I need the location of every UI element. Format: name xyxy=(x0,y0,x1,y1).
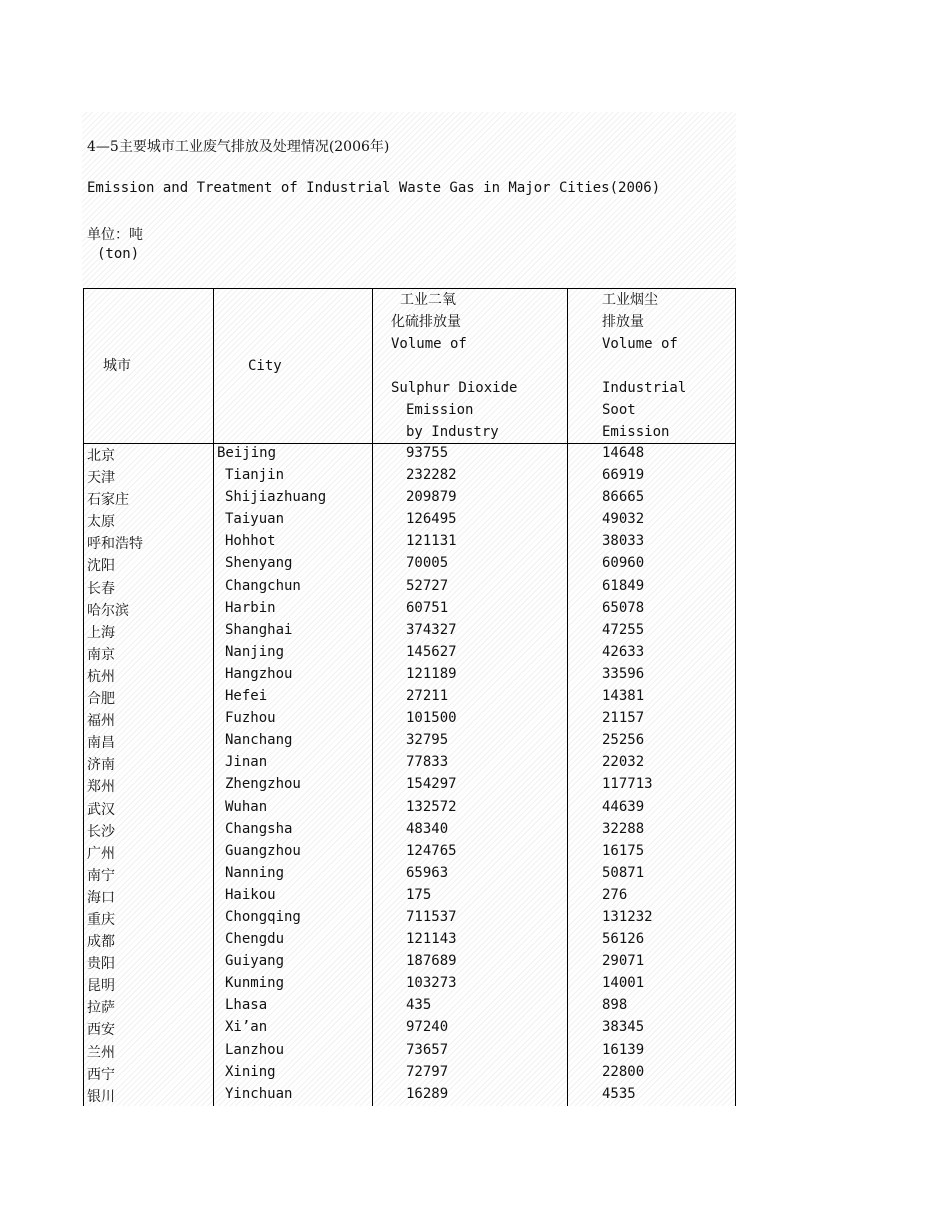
soot-emission-value: 42633 xyxy=(602,643,645,660)
city-name-zh: 兰州 xyxy=(87,1044,115,1061)
city-name-zh: 长沙 xyxy=(87,823,115,840)
unit-label-en: (ton) xyxy=(97,246,140,262)
soot-emission-value: 14381 xyxy=(602,688,645,705)
header-soot-zh-line1: 工业烟尘 xyxy=(602,292,658,308)
city-name-zh: 武汉 xyxy=(87,801,115,818)
so2-emission-value: 132572 xyxy=(406,798,457,815)
unit-label-zh: 单位：吨 xyxy=(87,227,143,243)
header-so2-zh-line1: 工业二氧 xyxy=(400,292,456,308)
city-name-en: Jinan xyxy=(225,754,268,771)
city-name-en: Kunming xyxy=(225,975,285,992)
soot-emission-value: 21157 xyxy=(602,710,645,727)
soot-emission-value: 117713 xyxy=(602,776,653,793)
so2-emission-value: 187689 xyxy=(406,953,457,970)
soot-emission-value: 29071 xyxy=(602,953,645,970)
city-name-zh: 西宁 xyxy=(87,1066,115,1083)
soot-emission-value: 16139 xyxy=(602,1041,645,1058)
table-row xyxy=(0,974,950,996)
page-title-zh: 4—5主要城市工业废气排放及处理情况(2006年) xyxy=(87,139,390,155)
so2-emission-value: 101500 xyxy=(406,710,457,727)
city-name-en: Zhengzhou xyxy=(225,776,301,793)
soot-emission-value: 14648 xyxy=(602,445,645,461)
table-row xyxy=(0,842,950,864)
table-row xyxy=(0,488,950,510)
soot-emission-value: 86665 xyxy=(602,489,645,506)
table-row xyxy=(0,1041,950,1063)
so2-emission-value: 27211 xyxy=(406,688,449,705)
soot-emission-value: 33596 xyxy=(602,665,645,682)
city-name-zh: 福州 xyxy=(87,713,115,730)
so2-emission-value: 72797 xyxy=(406,1063,449,1080)
city-name-zh: 太原 xyxy=(87,514,115,531)
city-name-zh: 杭州 xyxy=(87,668,115,685)
header-so2-en-line4: by Industry xyxy=(406,424,499,440)
city-name-en: Harbin xyxy=(225,599,276,616)
table-row xyxy=(0,532,950,554)
so2-emission-value: 16289 xyxy=(406,1085,449,1102)
city-name-en: Changchun xyxy=(225,577,301,594)
table-row xyxy=(0,731,950,753)
table-row xyxy=(0,621,950,643)
city-name-zh: 南宁 xyxy=(87,867,115,884)
city-name-en: Hangzhou xyxy=(225,665,293,682)
so2-emission-value: 145627 xyxy=(406,643,457,660)
city-name-en: Chengdu xyxy=(225,931,285,948)
header-soot-en-line4: Emission xyxy=(602,424,670,440)
soot-emission-value: 66919 xyxy=(602,467,645,484)
soot-emission-value: 32288 xyxy=(602,820,645,837)
city-name-zh: 合肥 xyxy=(87,691,115,708)
city-name-zh: 呼和浩特 xyxy=(87,536,143,553)
soot-emission-value: 49032 xyxy=(602,511,645,528)
table-row xyxy=(0,908,950,930)
table-row xyxy=(0,886,950,908)
page-title-en: Emission and Treatment of Industrial Waste Gas in Major Cities(2006) xyxy=(87,180,661,196)
city-name-zh: 广州 xyxy=(87,845,115,862)
city-name-zh: 银川 xyxy=(87,1088,115,1105)
city-name-zh: 北京 xyxy=(87,448,115,464)
city-name-en: Nanning xyxy=(225,864,285,881)
soot-emission-value: 61849 xyxy=(602,577,645,594)
city-name-en: Haikou xyxy=(225,886,276,903)
soot-emission-value: 14001 xyxy=(602,975,645,992)
city-name-en: Guangzhou xyxy=(225,842,301,859)
soot-emission-value: 16175 xyxy=(602,842,645,859)
so2-emission-value: 175 xyxy=(406,886,432,903)
city-name-zh: 长春 xyxy=(87,580,115,597)
city-name-en: Hefei xyxy=(225,688,268,705)
city-name-zh: 济南 xyxy=(87,757,115,774)
city-name-zh: 拉萨 xyxy=(87,1000,115,1017)
so2-emission-value: 93755 xyxy=(406,445,449,461)
table-row xyxy=(0,444,950,466)
so2-emission-value: 73657 xyxy=(406,1041,449,1058)
table-row xyxy=(0,665,950,687)
so2-emission-value: 121131 xyxy=(406,533,457,550)
city-name-zh: 重庆 xyxy=(87,911,115,928)
so2-emission-value: 435 xyxy=(406,997,432,1014)
city-name-zh: 西安 xyxy=(87,1022,115,1039)
city-name-en: Nanjing xyxy=(225,643,285,660)
header-soot-zh-line2: 排放量 xyxy=(602,314,644,330)
city-name-en: Wuhan xyxy=(225,798,268,815)
city-name-en: Xi’an xyxy=(225,1019,268,1036)
table-row xyxy=(0,687,950,709)
soot-emission-value: 4535 xyxy=(602,1085,636,1102)
soot-emission-value: 47255 xyxy=(602,621,645,638)
table-row xyxy=(0,643,950,665)
so2-emission-value: 126495 xyxy=(406,511,457,528)
so2-emission-value: 154297 xyxy=(406,776,457,793)
city-name-en: Yinchuan xyxy=(225,1085,293,1102)
city-name-en: Guiyang xyxy=(225,953,285,970)
so2-emission-value: 65963 xyxy=(406,864,449,881)
so2-emission-value: 103273 xyxy=(406,975,457,992)
city-name-zh: 昆明 xyxy=(87,978,115,995)
city-name-zh: 石家庄 xyxy=(87,492,129,509)
table-row xyxy=(0,864,950,886)
so2-emission-value: 711537 xyxy=(406,908,457,925)
header-soot-en-line1: Volume of xyxy=(602,336,678,352)
city-name-en: Chongqing xyxy=(225,908,301,925)
table-row xyxy=(0,599,950,621)
header-city-en: City xyxy=(248,358,282,374)
city-name-en: Tianjin xyxy=(225,467,285,484)
city-name-en: Shijiazhuang xyxy=(225,489,327,506)
so2-emission-value: 232282 xyxy=(406,467,457,484)
city-name-en: Shanghai xyxy=(225,621,293,638)
soot-emission-value: 131232 xyxy=(602,908,653,925)
city-name-zh: 郑州 xyxy=(87,779,115,796)
header-so2-en-line1: Volume of xyxy=(391,336,467,352)
table-row xyxy=(0,709,950,731)
city-name-zh: 哈尔滨 xyxy=(87,602,129,619)
soot-emission-value: 25256 xyxy=(602,732,645,749)
header-so2-zh-line2: 化硫排放量 xyxy=(391,314,461,330)
header-city-zh: 城市 xyxy=(103,358,131,374)
so2-emission-value: 124765 xyxy=(406,842,457,859)
city-name-zh: 上海 xyxy=(87,624,115,641)
soot-emission-value: 50871 xyxy=(602,864,645,881)
city-name-zh: 贵阳 xyxy=(87,956,115,973)
table-row xyxy=(0,798,950,820)
table-row xyxy=(0,1085,950,1107)
city-name-zh: 海口 xyxy=(87,889,115,906)
so2-emission-value: 374327 xyxy=(406,621,457,638)
city-name-en: Lhasa xyxy=(225,997,268,1014)
city-name-en: Shenyang xyxy=(225,555,293,572)
table-row xyxy=(0,753,950,775)
table-row xyxy=(0,1063,950,1085)
city-name-en: Xining xyxy=(225,1063,276,1080)
soot-emission-value: 38345 xyxy=(602,1019,645,1036)
soot-emission-value: 44639 xyxy=(602,798,645,815)
header-so2-en-line3: Emission xyxy=(406,402,474,418)
city-name-en: Nanchang xyxy=(225,732,293,749)
soot-emission-value: 898 xyxy=(602,997,628,1014)
soot-emission-value: 65078 xyxy=(602,599,645,616)
city-name-en: Fuzhou xyxy=(225,710,276,727)
so2-emission-value: 121189 xyxy=(406,665,457,682)
city-name-zh: 天津 xyxy=(87,470,115,487)
city-name-en: Taiyuan xyxy=(225,511,285,528)
so2-emission-value: 32795 xyxy=(406,732,449,749)
soot-emission-value: 22800 xyxy=(602,1063,645,1080)
city-name-zh: 南京 xyxy=(87,646,115,663)
table-row xyxy=(0,775,950,797)
table-row xyxy=(0,554,950,576)
so2-emission-value: 48340 xyxy=(406,820,449,837)
so2-emission-value: 60751 xyxy=(406,599,449,616)
table-row xyxy=(0,820,950,842)
table-row xyxy=(0,996,950,1018)
city-name-zh: 沈阳 xyxy=(87,558,115,575)
table-body xyxy=(0,444,950,1107)
so2-emission-value: 97240 xyxy=(406,1019,449,1036)
table-row xyxy=(0,577,950,599)
city-name-en: Lanzhou xyxy=(225,1041,285,1058)
city-name-zh: 成都 xyxy=(87,934,115,951)
table-row xyxy=(0,510,950,532)
city-name-zh: 南昌 xyxy=(87,735,115,752)
soot-emission-value: 56126 xyxy=(602,931,645,948)
so2-emission-value: 209879 xyxy=(406,489,457,506)
city-name-en: Beijing xyxy=(217,445,277,461)
header-soot-en-line2: Industrial xyxy=(602,380,687,396)
table-row xyxy=(0,1018,950,1040)
so2-emission-value: 70005 xyxy=(406,555,449,572)
soot-emission-value: 38033 xyxy=(602,533,645,550)
soot-emission-value: 276 xyxy=(602,886,628,903)
table-row xyxy=(0,952,950,974)
soot-emission-value: 60960 xyxy=(602,555,645,572)
city-name-en: Hohhot xyxy=(225,533,276,550)
so2-emission-value: 121143 xyxy=(406,931,457,948)
table-row xyxy=(0,930,950,952)
header-so2-en-line2: Sulphur Dioxide xyxy=(391,380,518,396)
soot-emission-value: 22032 xyxy=(602,754,645,771)
table-row xyxy=(0,466,950,488)
city-name-en: Changsha xyxy=(225,820,293,837)
so2-emission-value: 77833 xyxy=(406,754,449,771)
so2-emission-value: 52727 xyxy=(406,577,449,594)
header-soot-en-line3: Soot xyxy=(602,402,636,418)
